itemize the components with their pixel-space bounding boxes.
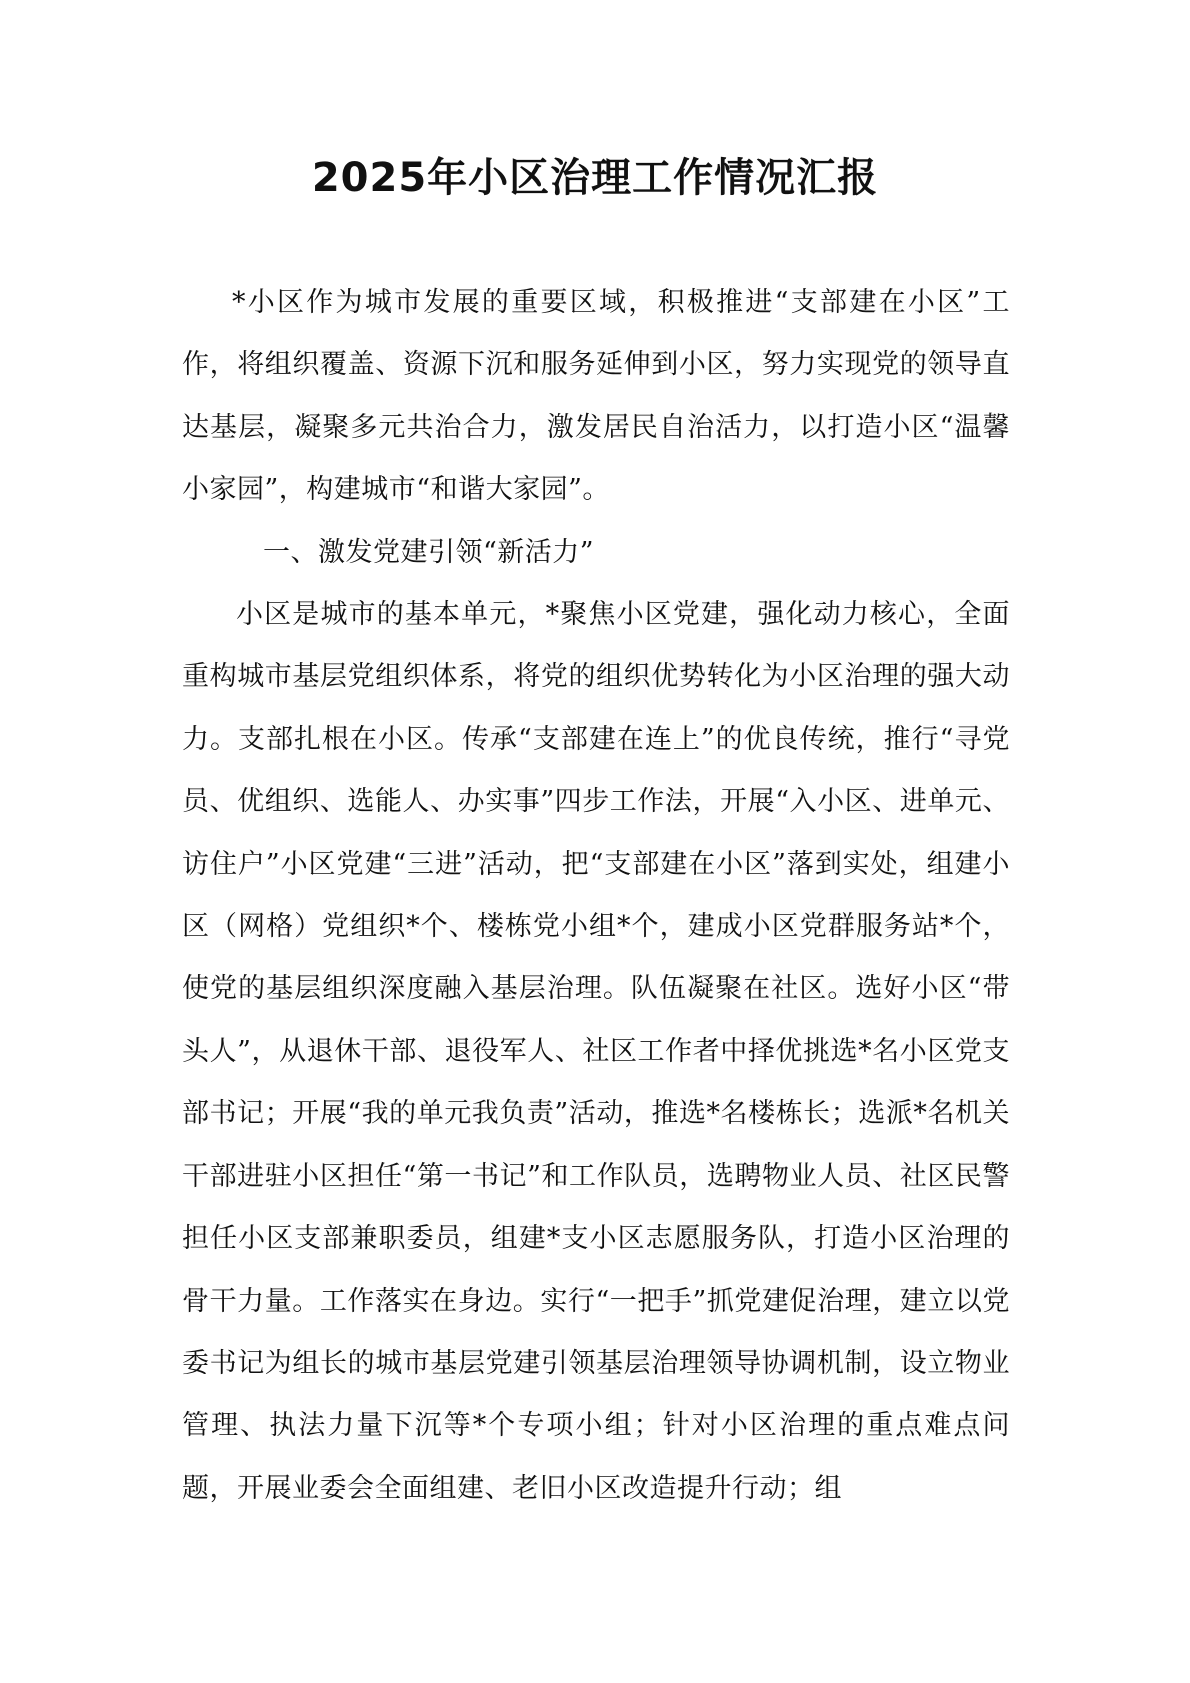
document-body [182, 272, 1010, 1520]
intro-paragraph: *小区作为城市发展的重要区域，积极推进“支部建在小区”工作，将组织覆盖、资源下沉和服务延伸到小区，努力实现党的领导直达基层，凝聚多元共治合力，激发居民自治活力，以打造小区“温馨小家园”，构建城市“和谐大家园”。 [182, 287, 1010, 506]
document-title: 2025年小区治理工作情况汇报 [311, 155, 879, 201]
section-paragraph: 小区是城市的基本单元，*聚焦小区党建，强化动力核心，全面重构城市基层党组织体系，将党的组织优势转化为小区治理的强大动力。支部扎根在小区。传承“支部建在连上”的优良传统，推行“寻党员、优组织、选能人、办实事”四步工作法，开展“入小区、进单元、访住户”小区党建“三进”活动，把“支部建在小区”落到实处，组建小区（网格）党组织*个、楼栋党小组*个，建成小区党群服务站*个，使党的基层组织深度融入基层治理。队伍凝聚在社区。选好小区“带头人”，从退休干部、退役军人、社区工作者中择优挑选*名小区党支部书记；开展“我的单元我负责”活动，推选*名楼栋长；选派*名机关干部进驻小区担任“第一书记”和工作队员，选聘物业人员、社区民警担任小区支部兼职委员，组建*支小区志愿服务队，打造小区治理的骨干力量。工作落实在身边。实行“一把手”抓党建促治理，建立以党委书记为组长的城市基层党建引领基层治理领导协调机制，设立物业管理、执法力量下沉等*个专项小组；针对小区治理的重点难点问题，开展业委会全面组建、老旧小区改造提升行动；组 [182, 599, 1010, 1504]
section-heading: 一、激发党建引领“新活力” [263, 536, 595, 568]
